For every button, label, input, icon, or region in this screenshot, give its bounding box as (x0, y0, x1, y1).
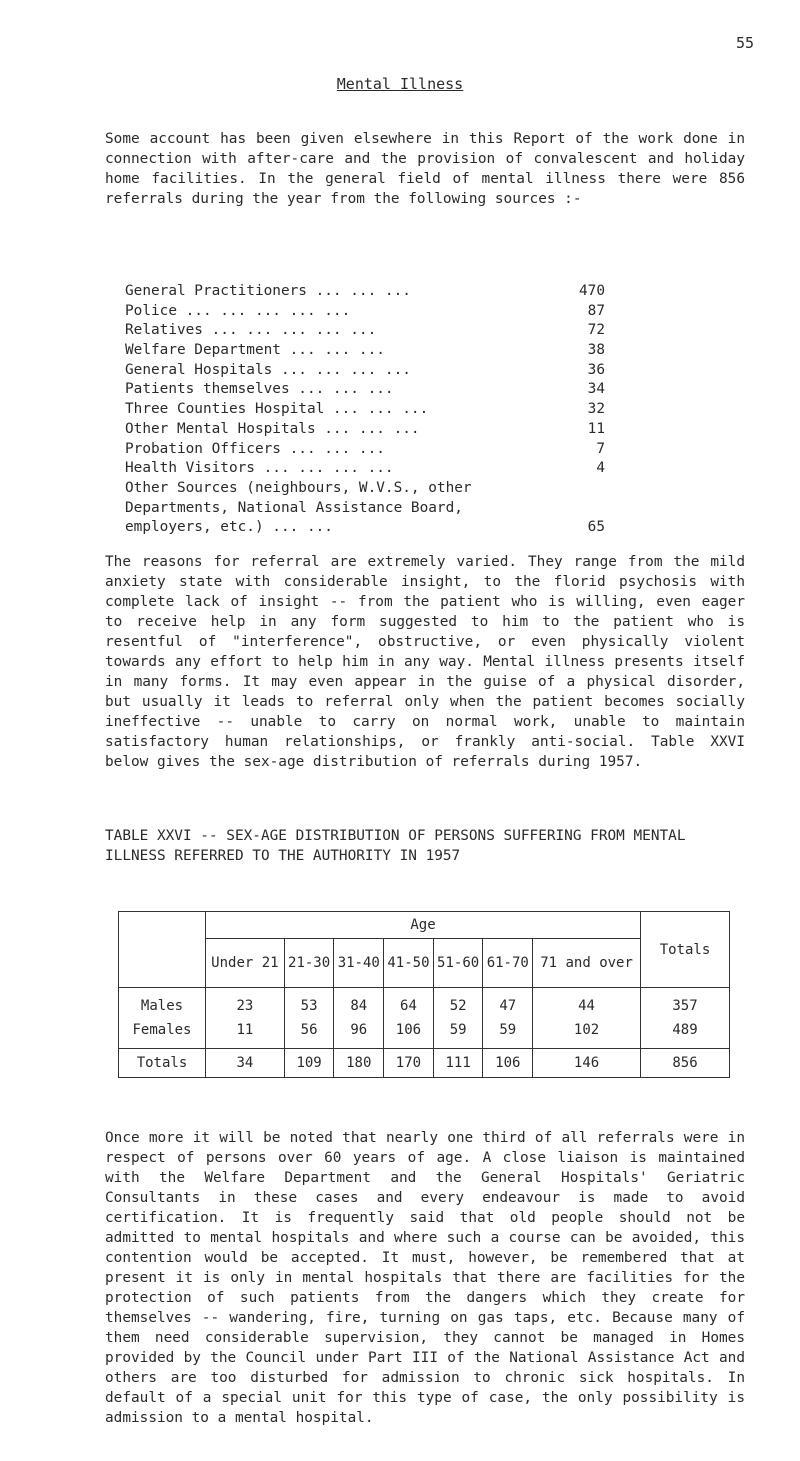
table-cell: 56 (284, 1018, 334, 1049)
source-count: 32 (587, 401, 605, 418)
source-count: 72 (587, 322, 605, 339)
table-caption: TABLE XXVI -- SEX-AGE DISTRIBUTION OF PERSONS SUFFERING FROM MENTAL ILLNESS REFERRED TO THE AUTHORITY IN 1957 (105, 828, 686, 864)
source-label: Patients themselves ... ... ... (125, 381, 394, 398)
row-total: 489 (641, 1018, 730, 1049)
column-header: Under 21 (206, 939, 285, 988)
column-header: 31-40 (334, 939, 384, 988)
table-cell: 106 (384, 1018, 434, 1049)
table-cell: 47 (483, 988, 533, 1019)
source-row (125, 302, 605, 322)
row-total: 856 (641, 1049, 730, 1078)
source-row (125, 341, 605, 361)
table-cell: 102 (533, 1018, 641, 1049)
column-header: 61-70 (483, 939, 533, 988)
reasons-paragraph: The reasons for referral are extremely varied. They range from the mild anxiety state with considerable insight, to the florid psychosis with complete lack of insight -- from the patient who is willing, even eager to receive help in any form suggested to him to the patient who is resentful of "interference", obstructive, or even physically violent towards any effort to help him in any way. Mental illness presents itself in many forms. It may even appear in the guise of a physical disorder, but usually it leads to referral only when the patient becomes socially ineffective -- unable to carry on normal work, unable to maintain satisfactory human relationships, or frankly anti-social. Table XXVI below gives the sex-age distribution of referrals during 1957. (105, 554, 745, 770)
row-label: Males (119, 988, 206, 1019)
source-count: 36 (587, 361, 605, 378)
row-label: Totals (119, 1049, 206, 1078)
table-cell: 34 (206, 1049, 285, 1078)
table-cell: 59 (483, 1018, 533, 1049)
table-cell: 180 (334, 1049, 384, 1078)
table-cell: 170 (384, 1049, 434, 1078)
table-cell: 11 (206, 1018, 285, 1049)
page-title: Mental Illness (336, 75, 464, 93)
source-count: 38 (587, 342, 605, 359)
totals-header: Totals (641, 912, 730, 988)
closing-paragraph: Once more it will be noted that nearly one third of all referrals were in respect of persons over 60 years of age. A close liaison is maintained with the Welfare Department and the General Hospitals' Geriatric Consultants in these cases and every endeavour is made to avoid certification. It is frequently said that old people should not be admitted to mental hospitals and where such a course can be avoided, this contention would be accepted. It must, however, be remembered that at present it is only in mental hospitals that there are facilities for the protection of such patients from the dangers which they create for themselves -- wandering, fire, turning on gas taps, etc. Because many of them need considerable supervision, they cannot be managed in Homes provided by the Council under Part III of the National Assistance Act and others are too disturbed for admission to chronic sick hospitals. In default of a special unit for this type of case, the only possibility is admission to a mental hospital. (105, 1130, 745, 1426)
source-row (125, 400, 605, 420)
source-label: General Hospitals ... ... ... ... (125, 361, 411, 378)
source-row (125, 479, 605, 538)
source-count: 34 (587, 381, 605, 398)
source-row (125, 361, 605, 381)
source-label: Relatives ... ... ... ... ... (125, 322, 377, 339)
source-label: Probation Officers ... ... ... (125, 440, 385, 457)
totals-row (119, 1049, 730, 1078)
age-header: Age (206, 912, 641, 939)
source-count: 7 (596, 440, 605, 457)
intro-paragraph: Some account has been given elsewhere in this Report of the work done in connection with after-care and the provision of convalescent and holiday home facilities. In the general field of mental illness there were 856 referrals during the year from the following sources :- (105, 131, 745, 207)
source-row (125, 282, 605, 302)
referral-sources-list (125, 282, 605, 538)
source-label: Welfare Department ... ... ... (125, 342, 385, 359)
table-cell: 84 (334, 988, 384, 1019)
table-cell: 53 (284, 988, 334, 1019)
table-cell: 109 (284, 1049, 334, 1078)
source-count: 470 (579, 283, 605, 299)
source-count: 4 (596, 460, 605, 477)
table-cell: 59 (433, 1018, 483, 1049)
table-cell: 146 (533, 1049, 641, 1078)
source-label: Three Counties Hospital ... ... ... (125, 401, 429, 418)
column-header: 51-60 (433, 939, 483, 988)
table-cell: 23 (206, 988, 285, 1019)
source-row (125, 321, 605, 341)
source-label: Other Sources (neighbours, W.V.S., other Departments, National Assistance Board, employers, etc.) ... ... (125, 479, 472, 536)
table-cell: 64 (384, 988, 434, 1019)
column-header: 71 and over (533, 939, 641, 988)
source-label: General Practitioners ... ... ... (125, 283, 411, 299)
source-count: 11 (587, 420, 605, 437)
column-header: 21-30 (284, 939, 334, 988)
table-cell: 111 (433, 1049, 483, 1078)
table-cell: 52 (433, 988, 483, 1019)
source-label: Police ... ... ... ... ... (125, 302, 351, 319)
source-count: 87 (587, 302, 605, 319)
source-row (125, 440, 605, 460)
source-row (125, 380, 605, 400)
table-cell: 106 (483, 1049, 533, 1078)
source-row (125, 459, 605, 479)
source-count: 65 (587, 518, 605, 535)
table-cell: 44 (533, 988, 641, 1019)
row-total: 357 (641, 988, 730, 1019)
sex-age-table (118, 911, 730, 1078)
corner-cell (119, 912, 206, 988)
source-label: Health Visitors ... ... ... ... (125, 460, 394, 477)
row-label: Females (119, 1018, 206, 1049)
table-cell: 96 (334, 1018, 384, 1049)
source-label: Other Mental Hospitals ... ... ... (125, 420, 420, 437)
table-row (119, 1018, 730, 1049)
source-row (125, 420, 605, 440)
table-row (119, 988, 730, 1019)
column-header: 41-50 (384, 939, 434, 988)
page-number: 55 (736, 34, 755, 52)
